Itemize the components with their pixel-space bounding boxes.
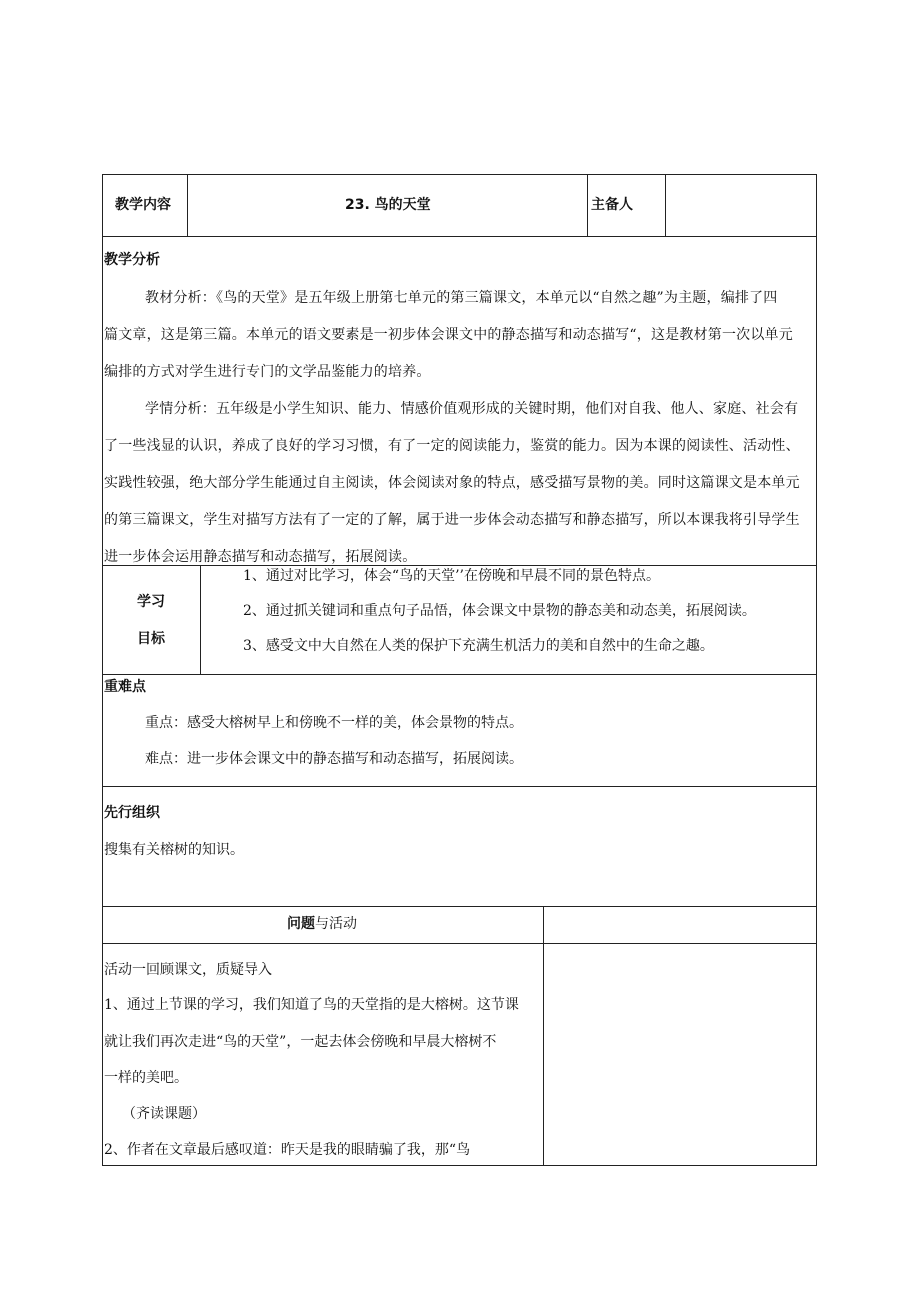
title-bold-part: 问题	[287, 916, 315, 932]
activity-title: 活动一回顾课文，质疑导入	[104, 962, 272, 978]
row-divider	[102, 943, 817, 944]
goals-label-1: 学习	[137, 594, 165, 610]
goal-item: 2、通过抓关键词和重点句子品悟，体会课文中景物的静态美和动态美，拓展阅读。	[243, 603, 756, 619]
row-divider	[102, 236, 817, 237]
student-line: 实践性较强，绝大部分学生能通过自主阅读，体会阅读对象的特点，感受描写景物的美。同时这篇课文是本单元	[104, 475, 800, 491]
title-rest-part: 与活动	[315, 916, 357, 932]
analysis-heading: 教学分析	[104, 252, 160, 268]
activity-note: （齐读课题）	[122, 1106, 206, 1122]
key-points-heading: 重难点	[104, 679, 146, 695]
focus-point: 重点：感受大榕树早上和傍晚不一样的美，体会景物的特点。	[145, 715, 523, 731]
col-divider	[200, 565, 201, 674]
content-label: 教学内容	[115, 197, 171, 213]
col-divider	[665, 174, 666, 236]
row-divider	[102, 786, 817, 787]
student-line: 了一些浅显的认识，养成了良好的学习习惯，有了一定的阅读能力，鉴赏的能力。因为本课的阅读性、活动性、	[104, 438, 800, 454]
student-line: 的第三篇课文，学生对描写方法有了一定的了解，属于进一步体会动态描写和静态描写，所以本课我将引导学生	[104, 512, 800, 528]
lesson-title: 23. 鸟的天堂	[345, 197, 431, 213]
textbook-line: 篇文章，这是第三篇。本单元的语文要素是一初步体会课文中的静态描写和动态描写“，这是教材第一次以单元	[104, 327, 793, 343]
advance-text: 搜集有关榕树的知识。	[104, 842, 244, 858]
col-divider	[587, 174, 588, 236]
difficulty-point: 难点：进一步体会课文中的静态描写和动态描写，拓展阅读。	[145, 751, 523, 767]
activity-line: 一样的美吧。	[104, 1070, 188, 1086]
table-border-top	[102, 174, 817, 175]
col-divider	[187, 174, 188, 236]
activity-line: 2、作者在文章最后感叹道：昨天是我的眼睛骗了我，那“鸟	[104, 1142, 471, 1158]
activities-column-title	[287, 917, 357, 931]
row-divider	[102, 906, 817, 907]
advance-heading: 先行组织	[104, 805, 160, 821]
goal-item: 1、通过对比学习，体会“鸟的天堂’’在傍晚和早晨不同的景色特点。	[243, 568, 660, 584]
activity-line: 就让我们再次走进“鸟的天堂”，一起去体会傍晚和早晨大榕树不	[104, 1034, 497, 1050]
student-line: 学情分析：五年级是小学生知识、能力、情感价值观形成的关键时期，他们对自我、他人、家庭、社会有	[145, 401, 799, 417]
table-border-right	[816, 174, 817, 1166]
goal-item: 3、感受文中大自然在人类的保护下充满生机活力的美和自然中的生命之趣。	[243, 638, 714, 654]
col-divider	[543, 906, 544, 1165]
row-divider	[102, 674, 817, 675]
student-line: 进一步体会运用静态描写和动态描写，拓展阅读。	[104, 549, 417, 565]
goals-label-2: 目标	[137, 631, 165, 647]
preparer-label: 主备人	[591, 197, 633, 213]
textbook-line: 编排的方式对学生进行专门的文学品鉴能力的培养。	[104, 364, 431, 380]
textbook-line: 教材分析：《鸟的天堂》是五年级上册第七单元的第三篇课文，本单元以“自然之趣”为主题，编排了四	[145, 290, 778, 306]
activity-line: 1、通过上节课的学习，我们知道了鸟的天堂指的是大榕树。这节课	[104, 997, 519, 1013]
table-border-bottom	[102, 1165, 817, 1166]
table-border-left	[102, 174, 103, 1166]
